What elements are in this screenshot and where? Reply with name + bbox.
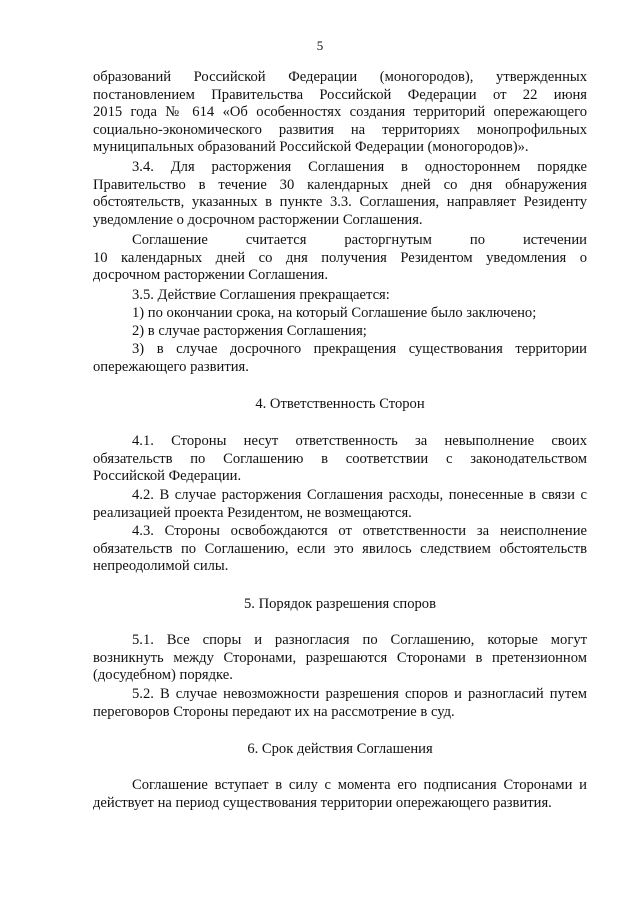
paragraph-5-2 bbox=[93, 686, 587, 721]
paragraph-5-1 bbox=[93, 632, 587, 685]
text-line: обязательств по Соглашению, если это явилось следствием обстоятельств bbox=[93, 540, 587, 557]
paragraph-6-term bbox=[93, 777, 587, 812]
paragraph-4-2 bbox=[93, 487, 587, 522]
section-heading-4: 4. Ответственность Сторон bbox=[255, 396, 425, 412]
list-item-2 bbox=[93, 323, 587, 341]
text-line: действует на период существования территории опережающего развития. bbox=[93, 794, 552, 811]
text-line: досрочном расторжении Соглашения. bbox=[93, 267, 329, 284]
text-line: 10 календарных дней со дня получения Резидентом уведомления о bbox=[93, 249, 587, 266]
text-line: постановлением Правительства Российской Федерации от 22 июня bbox=[93, 86, 587, 103]
text-line: 2015 года № 614 «Об особенностях создания территорий опережающего bbox=[93, 104, 587, 121]
text-line: социально-экономического развития на территориях монопрофильных bbox=[93, 121, 587, 138]
text-line: Правительство в течение 30 календарных дней со дня обнаружения bbox=[93, 176, 587, 193]
text-line: 4.2. В случае расторжения Соглашения расходы, понесенные в связи с bbox=[132, 487, 587, 503]
paragraph-continuation bbox=[93, 69, 587, 157]
text-line: (досудебном) порядке. bbox=[93, 667, 233, 684]
text-line: опережающего развития. bbox=[93, 358, 249, 375]
text-line: 4.1. Стороны несут ответственность за невыполнение своих bbox=[132, 433, 587, 449]
text-line: 5.1. Все споры и разногласия по Соглашению, которые могут bbox=[132, 632, 587, 648]
section-heading-5: 5. Порядок разрешения споров bbox=[244, 596, 436, 612]
text-line: Российской Федерации. bbox=[93, 468, 242, 485]
text-line: 3.5. Действие Соглашения прекращается: bbox=[132, 287, 390, 303]
text-line: 2) в случае расторжения Соглашения; bbox=[132, 323, 367, 339]
text-line: 3.4. Для расторжения Соглашения в одностороннем порядке bbox=[132, 159, 587, 175]
text-line: уведомление о досрочном расторжении Соглашения. bbox=[93, 211, 423, 228]
paragraph-3-5 bbox=[93, 287, 587, 305]
text-line: реализацией проекта Резидентом, не возмещаются. bbox=[93, 504, 412, 521]
list-item-1 bbox=[93, 305, 587, 323]
text-line: 1) по окончании срока, на который Соглашение было заключено; bbox=[132, 305, 537, 321]
paragraph-4-1 bbox=[93, 433, 587, 486]
text-line: обстоятельств, указанных в пункте 3.3. Соглашения, направляет Резиденту bbox=[93, 194, 587, 211]
text-line: возникнуть между Сторонами, разрешаются Сторонами в претензионном bbox=[93, 649, 587, 666]
text-line: переговоров Стороны передают их на рассмотрение в суд. bbox=[93, 703, 455, 720]
text-line: Соглашение вступает в силу с момента его подписания Сторонами и bbox=[132, 777, 587, 793]
text-line: Соглашение считается расторгнутым по истечении bbox=[132, 232, 587, 248]
text-line: муниципальных образований Российской Федерации (моногородов)». bbox=[93, 139, 529, 156]
section-heading-6: 6. Срок действия Соглашения bbox=[247, 741, 433, 757]
paragraph-3-4 bbox=[93, 159, 587, 229]
text-line: 3) в случае досрочного прекращения существования территории bbox=[132, 341, 587, 357]
text-line: образований Российской Федерации (моногородов), утвержденных bbox=[93, 69, 587, 85]
text-line: непреодолимой силы. bbox=[93, 558, 229, 575]
paragraph-termination-notice bbox=[93, 232, 587, 285]
text-line: обязательств по Соглашению в соответствии с законодательством bbox=[93, 450, 587, 467]
list-item-3 bbox=[93, 341, 587, 376]
text-line: 5.2. В случае невозможности разрешения споров и разногласий путем bbox=[132, 686, 587, 702]
page-number: 5 bbox=[316, 38, 324, 53]
text-line: 4.3. Стороны освобождаются от ответственности за неисполнение bbox=[132, 523, 587, 539]
paragraph-4-3 bbox=[93, 523, 587, 576]
